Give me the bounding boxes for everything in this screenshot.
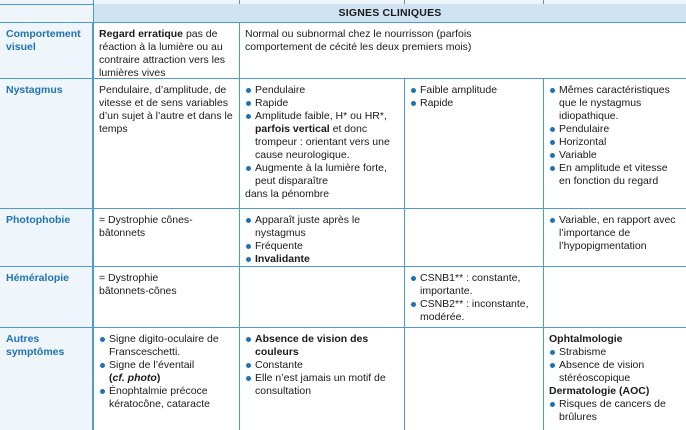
list-item: Invalidante (245, 253, 386, 266)
visuel-bold: Regard erratique (99, 28, 184, 40)
photophobie-col2 (240, 208, 390, 266)
list-item: Absence de vision des couleurs (245, 333, 400, 359)
subheading: Dermatologie (AOC) (549, 385, 650, 397)
list-item: En amplitude et vitesse en fonction du regard (549, 162, 682, 188)
row-label-nystagmus: Nystagmus (0, 78, 93, 208)
visuel-col2: Normal ou subnormal chez le nourrisson (parfois comportement de cécité les deux premiers mois) (245, 28, 472, 53)
hemeralopie-col3 (405, 266, 543, 324)
list-item: CSNB2** : inconstante, modérée. (410, 298, 539, 324)
row-label-hemeralopie: Héméralopie (0, 266, 93, 327)
row-label-autres: Autres symptômes (0, 327, 93, 430)
list-item: Signe digito-oculaire de Fransceschetti. (99, 333, 235, 359)
list-item: Pendulaire (549, 123, 682, 136)
list-item: Variable, en rapport avec l’importance de l’hypopigmentation (549, 214, 682, 253)
col-divider (404, 0, 405, 4)
list-item: Mêmes caractéristiques que le nystagmus idiopathique. (549, 84, 682, 123)
row-label-photophobie: Photophobie (0, 208, 93, 266)
col-divider (543, 0, 544, 4)
photophobie-col1: = Dystrophie cônes-bâtonnets (99, 214, 193, 239)
subheading: Ophtalmologie (549, 333, 623, 345)
list-item: Signe de l’éventail (cf. photo) (99, 359, 235, 385)
photophobie-col4 (544, 208, 686, 253)
nystagmus-col4 (544, 78, 686, 188)
list-item: Apparaît juste après le nystagmus (245, 214, 386, 240)
list-item: Augmente à la lumière forte, peut disparaître dans la pénombre (245, 162, 400, 201)
list-item: Elle n’est jamais un motif de consultation (245, 372, 400, 398)
list-item: Rapide (410, 97, 539, 110)
nystagmus-col2 (240, 78, 404, 201)
list-item: Risques de cancers de brûlures (549, 398, 682, 424)
hemeralopie-col1: = Dystrophie bâtonnets-cônes (99, 272, 177, 297)
list-item: Énophtalmie précoce kératocône, cataracte (99, 385, 235, 411)
autres-col4 (544, 327, 686, 424)
autres-col2 (240, 327, 404, 398)
col-divider (239, 0, 240, 4)
list-item: Horizontal (549, 136, 682, 149)
table-header: SIGNES CLINIQUES (94, 4, 686, 23)
list-item: Strabisme (549, 346, 682, 359)
list-item: Rapide (245, 97, 400, 110)
list-item: Constante (245, 359, 400, 372)
list-item: Amplitude faible, H* ou HR*, parfois vertical et donc trompeur : orientant vers une cause neurologique. (245, 110, 400, 162)
col-divider (404, 78, 405, 430)
nystagmus-col3 (405, 78, 543, 110)
list-item: Absence de vision stéréoscopique (549, 359, 682, 385)
visuel-text: pas de réaction à la lumière ou au contraire attraction vers les lumières vives (99, 28, 226, 79)
row-label-visuel: Comportement visuel (0, 22, 93, 78)
list-item: Variable (549, 149, 682, 162)
autres-col1 (94, 327, 239, 411)
list-item: CSNB1** : constante, importante. (410, 272, 539, 298)
list-item: Fréquente (245, 240, 386, 253)
nystagmus-col1: Pendulaire, d’amplitude, de vitesse et de sens variables d’un sujet à l’autre et dans le temps (99, 84, 233, 135)
list-item: Pendulaire (245, 84, 400, 97)
visuel-col1 (94, 22, 239, 80)
list-item: Faible amplitude (410, 84, 539, 97)
